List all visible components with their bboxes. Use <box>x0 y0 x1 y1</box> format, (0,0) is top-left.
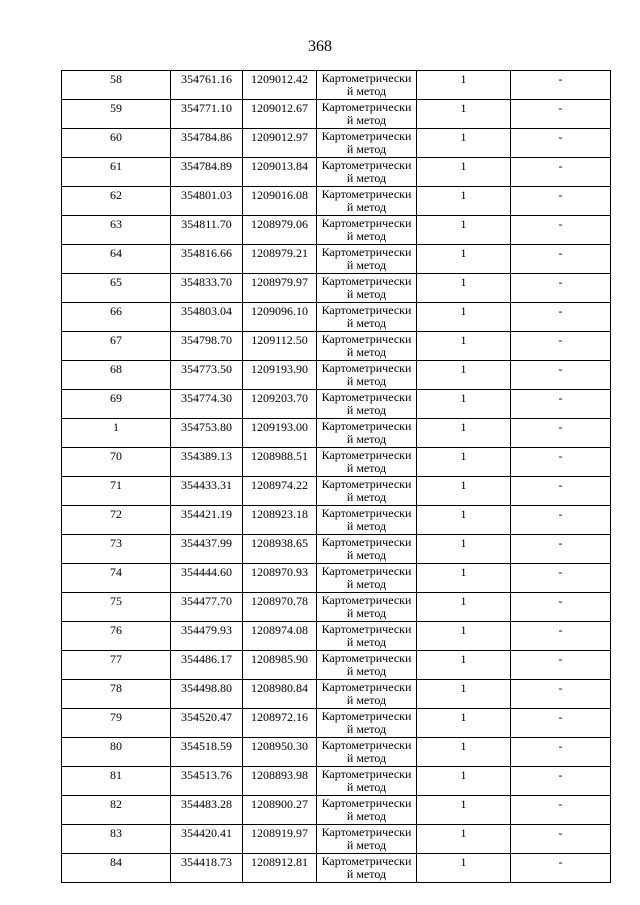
method-text-line2: й метод <box>346 663 387 678</box>
table-row <box>62 738 611 767</box>
y-coordinate-cell: 1209016.08 <box>243 187 317 216</box>
x-coordinate-cell: 354520.47 <box>171 709 243 738</box>
dash-cell: - <box>511 448 611 477</box>
method-text-line2: й метод <box>346 228 387 243</box>
table-row <box>62 709 611 738</box>
method-text-line2: й метод <box>346 83 387 98</box>
value-cell: 1 <box>417 506 511 535</box>
method-text-line2: й метод <box>346 518 387 533</box>
method-text-line2: й метод <box>346 170 387 185</box>
y-coordinate-cell: 1208985.90 <box>243 651 317 680</box>
dash-cell: - <box>511 274 611 303</box>
method-cell <box>317 245 417 274</box>
method-text-line1: Картометрически <box>321 825 412 839</box>
point-number-cell: 1 <box>62 419 171 448</box>
method-text-line2: й метод <box>346 112 387 127</box>
point-number-cell: 77 <box>62 651 171 680</box>
y-coordinate-cell: 1208988.51 <box>243 448 317 477</box>
x-coordinate-cell: 354477.70 <box>171 593 243 622</box>
value-cell: 1 <box>417 477 511 506</box>
x-coordinate-cell: 354816.66 <box>171 245 243 274</box>
y-coordinate-cell: 1208970.93 <box>243 564 317 593</box>
x-coordinate-cell: 354418.73 <box>171 854 243 883</box>
method-text-line1: Картометрически <box>321 419 412 433</box>
dash-cell: - <box>511 419 611 448</box>
point-number-cell: 67 <box>62 332 171 361</box>
method-text-line2: й метод <box>346 373 387 388</box>
method-text-line1: Картометрически <box>321 361 412 375</box>
method-cell <box>317 854 417 883</box>
x-coordinate-cell: 354486.17 <box>171 651 243 680</box>
x-coordinate-cell: 354479.93 <box>171 622 243 651</box>
dash-cell: - <box>511 854 611 883</box>
method-cell <box>317 593 417 622</box>
table-row <box>62 187 611 216</box>
table-row <box>62 506 611 535</box>
x-coordinate-cell: 354761.16 <box>171 71 243 100</box>
value-cell: 1 <box>417 71 511 100</box>
dash-cell: - <box>511 216 611 245</box>
table-row <box>62 361 611 390</box>
value-cell: 1 <box>417 709 511 738</box>
method-text-line2: й метод <box>346 141 387 156</box>
point-number-cell: 69 <box>62 390 171 419</box>
method-text-line1: Картометрически <box>321 593 412 607</box>
value-cell: 1 <box>417 216 511 245</box>
point-number-cell: 74 <box>62 564 171 593</box>
value-cell: 1 <box>417 129 511 158</box>
method-cell <box>317 100 417 129</box>
y-coordinate-cell: 1209112.50 <box>243 332 317 361</box>
method-text-line1: Картометрически <box>321 622 412 636</box>
method-text-line1: Картометрически <box>321 100 412 114</box>
method-text-line1: Картометрически <box>321 680 412 694</box>
method-text-line1: Картометрически <box>321 390 412 404</box>
dash-cell: - <box>511 332 611 361</box>
method-text-line1: Картометрически <box>321 709 412 723</box>
y-coordinate-cell: 1209203.70 <box>243 390 317 419</box>
method-text-line2: й метод <box>346 257 387 272</box>
method-text-line1: Картометрически <box>321 274 412 288</box>
dash-cell: - <box>511 767 611 796</box>
value-cell: 1 <box>417 303 511 332</box>
y-coordinate-cell: 1209012.97 <box>243 129 317 158</box>
method-text-line1: Картометрически <box>321 535 412 549</box>
method-text-line2: й метод <box>346 431 387 446</box>
method-cell <box>317 390 417 419</box>
y-coordinate-cell: 1209012.67 <box>243 100 317 129</box>
table-row <box>62 825 611 854</box>
point-number-cell: 68 <box>62 361 171 390</box>
value-cell: 1 <box>417 187 511 216</box>
method-text-line2: й метод <box>346 634 387 649</box>
method-text-line1: Картометрически <box>321 506 412 520</box>
method-cell <box>317 274 417 303</box>
value-cell: 1 <box>417 332 511 361</box>
method-cell <box>317 825 417 854</box>
x-coordinate-cell: 354420.41 <box>171 825 243 854</box>
x-coordinate-cell: 354437.99 <box>171 535 243 564</box>
y-coordinate-cell: 1208950.30 <box>243 738 317 767</box>
point-number-cell: 75 <box>62 593 171 622</box>
point-number-cell: 84 <box>62 854 171 883</box>
method-text-line1: Картометрически <box>321 448 412 462</box>
x-coordinate-cell: 354518.59 <box>171 738 243 767</box>
method-cell <box>317 506 417 535</box>
method-text-line1: Картометрически <box>321 245 412 259</box>
dash-cell: - <box>511 622 611 651</box>
x-coordinate-cell: 354798.70 <box>171 332 243 361</box>
y-coordinate-cell: 1208974.08 <box>243 622 317 651</box>
dash-cell: - <box>511 158 611 187</box>
x-coordinate-cell: 354753.80 <box>171 419 243 448</box>
table-row <box>62 767 611 796</box>
dash-cell: - <box>511 187 611 216</box>
table-row <box>62 796 611 825</box>
x-coordinate-cell: 354811.70 <box>171 216 243 245</box>
y-coordinate-cell: 1208900.27 <box>243 796 317 825</box>
dash-cell: - <box>511 738 611 767</box>
method-text-line2: й метод <box>346 837 387 852</box>
y-coordinate-cell: 1208979.06 <box>243 216 317 245</box>
x-coordinate-cell: 354771.10 <box>171 100 243 129</box>
y-coordinate-cell: 1208979.97 <box>243 274 317 303</box>
method-cell <box>317 622 417 651</box>
table-row <box>62 332 611 361</box>
y-coordinate-cell: 1209193.00 <box>243 419 317 448</box>
method-cell <box>317 738 417 767</box>
method-text-line2: й метод <box>346 750 387 765</box>
method-cell <box>317 303 417 332</box>
x-coordinate-cell: 354389.13 <box>171 448 243 477</box>
value-cell: 1 <box>417 680 511 709</box>
method-text-line2: й метод <box>346 286 387 301</box>
y-coordinate-cell: 1208919.97 <box>243 825 317 854</box>
method-text-line1: Картометрически <box>321 738 412 752</box>
point-number-cell: 59 <box>62 100 171 129</box>
x-coordinate-cell: 354784.86 <box>171 129 243 158</box>
method-cell <box>317 709 417 738</box>
table-row <box>62 593 611 622</box>
y-coordinate-cell: 1209012.42 <box>243 71 317 100</box>
method-cell <box>317 129 417 158</box>
page-number: 368 <box>308 38 332 55</box>
table-row <box>62 564 611 593</box>
dash-cell: - <box>511 100 611 129</box>
value-cell: 1 <box>417 593 511 622</box>
value-cell: 1 <box>417 564 511 593</box>
point-number-cell: 73 <box>62 535 171 564</box>
method-text-line1: Картометрически <box>321 71 412 85</box>
dash-cell: - <box>511 506 611 535</box>
method-text-line2: й метод <box>346 866 387 881</box>
value-cell: 1 <box>417 651 511 680</box>
dash-cell: - <box>511 564 611 593</box>
x-coordinate-cell: 354513.76 <box>171 767 243 796</box>
point-number-cell: 70 <box>62 448 171 477</box>
point-number-cell: 64 <box>62 245 171 274</box>
dash-cell: - <box>511 477 611 506</box>
method-text-line2: й метод <box>346 547 387 562</box>
table-row <box>62 129 611 158</box>
y-coordinate-cell: 1208923.18 <box>243 506 317 535</box>
method-cell <box>317 796 417 825</box>
y-coordinate-cell: 1208893.98 <box>243 767 317 796</box>
x-coordinate-cell: 354833.70 <box>171 274 243 303</box>
value-cell: 1 <box>417 767 511 796</box>
method-cell <box>317 448 417 477</box>
value-cell: 1 <box>417 622 511 651</box>
value-cell: 1 <box>417 535 511 564</box>
method-text-line1: Картометрически <box>321 303 412 317</box>
table-row <box>62 651 611 680</box>
point-number-cell: 58 <box>62 71 171 100</box>
y-coordinate-cell: 1208938.65 <box>243 535 317 564</box>
x-coordinate-cell: 354803.04 <box>171 303 243 332</box>
table-row <box>62 274 611 303</box>
y-coordinate-cell: 1208979.21 <box>243 245 317 274</box>
method-cell <box>317 419 417 448</box>
table-row <box>62 390 611 419</box>
point-number-cell: 71 <box>62 477 171 506</box>
method-cell <box>317 680 417 709</box>
method-cell <box>317 477 417 506</box>
dash-cell: - <box>511 593 611 622</box>
method-cell <box>317 564 417 593</box>
point-number-cell: 80 <box>62 738 171 767</box>
table-body <box>62 71 611 883</box>
method-text-line1: Картометрически <box>321 158 412 172</box>
x-coordinate-cell: 354483.28 <box>171 796 243 825</box>
value-cell: 1 <box>417 274 511 303</box>
y-coordinate-cell: 1208970.78 <box>243 593 317 622</box>
coordinates-table <box>61 70 611 883</box>
method-text-line2: й метод <box>346 344 387 359</box>
x-coordinate-cell: 354774.30 <box>171 390 243 419</box>
dash-cell: - <box>511 709 611 738</box>
table-row <box>62 245 611 274</box>
table-row <box>62 854 611 883</box>
method-text-line1: Картометрически <box>321 477 412 491</box>
x-coordinate-cell: 354444.60 <box>171 564 243 593</box>
point-number-cell: 66 <box>62 303 171 332</box>
point-number-cell: 62 <box>62 187 171 216</box>
x-coordinate-cell: 354784.89 <box>171 158 243 187</box>
method-text-line2: й метод <box>346 808 387 823</box>
method-cell <box>317 158 417 187</box>
dash-cell: - <box>511 361 611 390</box>
x-coordinate-cell: 354498.80 <box>171 680 243 709</box>
method-text-line1: Картометрически <box>321 854 412 868</box>
table-row <box>62 158 611 187</box>
dash-cell: - <box>511 129 611 158</box>
method-text-line2: й метод <box>346 402 387 417</box>
method-text-line2: й метод <box>346 779 387 794</box>
point-number-cell: 79 <box>62 709 171 738</box>
method-text-line2: й метод <box>346 315 387 330</box>
x-coordinate-cell: 354773.50 <box>171 361 243 390</box>
value-cell: 1 <box>417 825 511 854</box>
point-number-cell: 61 <box>62 158 171 187</box>
table-row <box>62 622 611 651</box>
y-coordinate-cell: 1208974.22 <box>243 477 317 506</box>
y-coordinate-cell: 1208972.16 <box>243 709 317 738</box>
y-coordinate-cell: 1208980.84 <box>243 680 317 709</box>
method-text-line1: Картометрически <box>321 767 412 781</box>
method-text-line2: й метод <box>346 605 387 620</box>
dash-cell: - <box>511 245 611 274</box>
value-cell: 1 <box>417 100 511 129</box>
x-coordinate-cell: 354433.31 <box>171 477 243 506</box>
value-cell: 1 <box>417 158 511 187</box>
table-row <box>62 535 611 564</box>
dash-cell: - <box>511 796 611 825</box>
dash-cell: - <box>511 303 611 332</box>
value-cell: 1 <box>417 448 511 477</box>
x-coordinate-cell: 354801.03 <box>171 187 243 216</box>
dash-cell: - <box>511 680 611 709</box>
method-cell <box>317 216 417 245</box>
value-cell: 1 <box>417 245 511 274</box>
value-cell: 1 <box>417 738 511 767</box>
method-text-line1: Картометрически <box>321 564 412 578</box>
table-row <box>62 216 611 245</box>
point-number-cell: 83 <box>62 825 171 854</box>
point-number-cell: 65 <box>62 274 171 303</box>
point-number-cell: 78 <box>62 680 171 709</box>
method-cell <box>317 187 417 216</box>
dash-cell: - <box>511 390 611 419</box>
method-cell <box>317 767 417 796</box>
value-cell: 1 <box>417 854 511 883</box>
y-coordinate-cell: 1208912.81 <box>243 854 317 883</box>
value-cell: 1 <box>417 361 511 390</box>
method-cell <box>317 651 417 680</box>
method-text-line1: Картометрически <box>321 129 412 143</box>
table-row <box>62 680 611 709</box>
method-text-line2: й метод <box>346 199 387 214</box>
value-cell: 1 <box>417 390 511 419</box>
table-row <box>62 71 611 100</box>
point-number-cell: 60 <box>62 129 171 158</box>
method-text-line1: Картометрически <box>321 187 412 201</box>
y-coordinate-cell: 1209013.84 <box>243 158 317 187</box>
point-number-cell: 81 <box>62 767 171 796</box>
method-text-line1: Картометрически <box>321 651 412 665</box>
method-text-line2: й метод <box>346 692 387 707</box>
method-text-line2: й метод <box>346 576 387 591</box>
table-row <box>62 477 611 506</box>
value-cell: 1 <box>417 419 511 448</box>
method-text-line2: й метод <box>346 460 387 475</box>
method-cell <box>317 332 417 361</box>
table-row <box>62 448 611 477</box>
method-text-line1: Картометрически <box>321 332 412 346</box>
dash-cell: - <box>511 71 611 100</box>
y-coordinate-cell: 1209096.10 <box>243 303 317 332</box>
table-row <box>62 303 611 332</box>
method-text-line2: й метод <box>346 721 387 736</box>
table-row <box>62 419 611 448</box>
dash-cell: - <box>511 825 611 854</box>
method-text-line1: Картометрически <box>321 796 412 810</box>
method-cell <box>317 361 417 390</box>
point-number-cell: 82 <box>62 796 171 825</box>
point-number-cell: 72 <box>62 506 171 535</box>
point-number-cell: 63 <box>62 216 171 245</box>
table-row <box>62 100 611 129</box>
point-number-cell: 76 <box>62 622 171 651</box>
method-text-line1: Картометрически <box>321 216 412 230</box>
x-coordinate-cell: 354421.19 <box>171 506 243 535</box>
dash-cell: - <box>511 651 611 680</box>
y-coordinate-cell: 1209193.90 <box>243 361 317 390</box>
dash-cell: - <box>511 535 611 564</box>
method-cell <box>317 535 417 564</box>
value-cell: 1 <box>417 796 511 825</box>
method-cell <box>317 71 417 100</box>
method-text-line2: й метод <box>346 489 387 504</box>
